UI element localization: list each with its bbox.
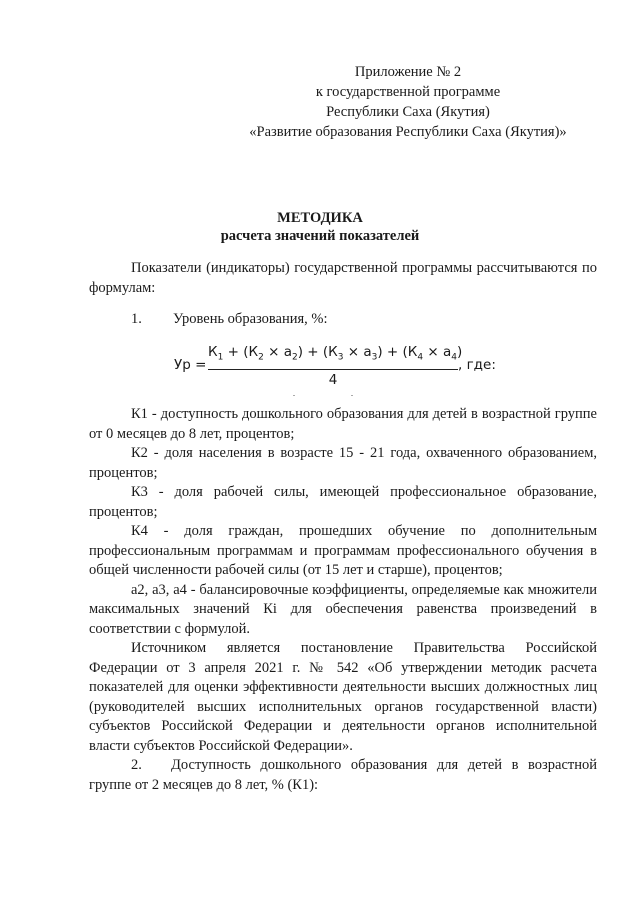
formula-denominator: 4 <box>328 371 338 388</box>
document-title <box>0 209 640 245</box>
definitions-block <box>89 405 597 795</box>
definition-coefficients: а2, а3, а4 - балансировочные коэффициенты, определяемые как множители максимальных значений Кi для обеспечения равенства произведений в соответствии с формулой. <box>89 581 597 637</box>
scan-dot <box>351 395 353 396</box>
formula-numerator: $К_1 + (К_2 \times а_2) + (К_3 \times а_3) + (К_4 \times а_4)$ <box>208 344 463 363</box>
item-2-number: 2. <box>131 757 142 773</box>
definition-k2: К2 - доля населения в возрасте 15 - 21 года, охваченного образованием, процентов; <box>89 445 597 481</box>
formula-where: , где: <box>458 357 496 373</box>
title-sub: расчета значений показателей <box>220 228 420 244</box>
appendix-line-2: к государственной программе <box>315 84 501 100</box>
definition-k3: К3 - доля рабочей силы, имеющей профессиональное образование, процентов; <box>89 484 597 520</box>
formula-fraction-line <box>208 369 458 370</box>
formula <box>174 343 634 387</box>
appendix-header <box>228 62 588 142</box>
formula-lhs: Ур = <box>174 357 207 373</box>
item-1-number: 1. <box>131 311 142 327</box>
item-1 <box>89 310 597 330</box>
intro-paragraph: Показатели (индикаторы) государственной программы рассчитываются по формулам: <box>89 260 597 296</box>
appendix-line-4: «Развитие образования Республики Саха (Якутия)» <box>249 124 567 140</box>
definition-k1: К1 - доступность дошкольного образования для детей в возрастной группе от 0 месяцев до 8 лет, процентов; <box>89 406 597 442</box>
item-2 <box>89 756 597 795</box>
appendix-line-1: Приложение № 2 <box>354 64 462 80</box>
item-2-text: Доступность дошкольного образования для детей в возрастной группе от 2 месяцев до 8 лет, % (К1): <box>89 757 597 793</box>
scan-dot <box>293 395 295 396</box>
intro-block <box>89 259 597 298</box>
formula-fraction <box>208 343 463 389</box>
item-1-text: Уровень образования, %: <box>173 311 328 327</box>
title-main: МЕТОДИКА <box>277 210 363 226</box>
appendix-line-3: Республики Саха (Якутия) <box>326 104 490 120</box>
definition-k4: К4 - доля граждан, прошедших обучение по дополнительным профессиональным программам и программам профессионального обучения в общей численности рабочей силы (от 15 лет и старше), процентов; <box>89 523 597 578</box>
source-paragraph: Источником является постановление Правительства Российской Федерации от 3 апреля 2021 г. № 542 «Об утверждении методик расчета показателей для оценки эффективности деятельности высших должностных лиц (руководителей высших исполнительных органов государственной власти) субъектов Российской Федерации и деятельности органов исполнительной власти субъектов Российской Федерации». <box>89 640 597 754</box>
